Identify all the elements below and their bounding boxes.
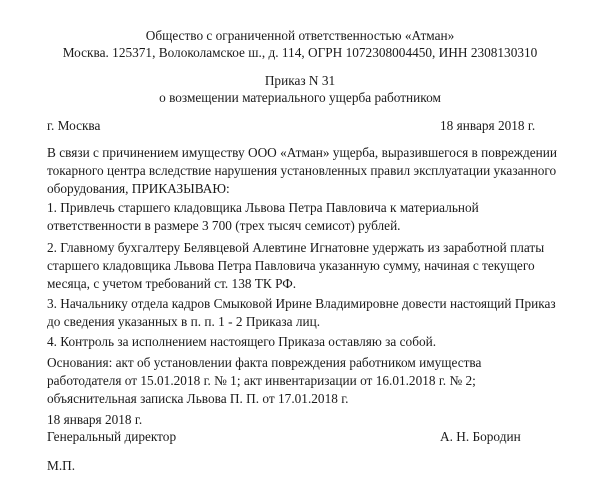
preamble-line: В связи с причинением имуществу ООО «Атман» ущерба, выразившегося в повреждении <box>47 145 557 160</box>
order-subject: о возмещении материального ущерба работником <box>159 90 441 105</box>
item-line: до сведения указанных в п. п. 1 - 2 Приказа лиц. <box>47 314 321 329</box>
order-number: Приказ N 31 <box>264 73 336 88</box>
signatory-name: А. Н. Бородин <box>440 429 521 444</box>
preamble-line: оборудования, ПРИКАЗЫВАЮ: <box>47 181 230 196</box>
order-date: 18 января 2018 г. <box>440 118 536 133</box>
signature-date: 18 января 2018 г. <box>47 412 143 427</box>
item-line: ответственности в размере 3 700 (трех тысяч семисот) рублей. <box>47 218 401 233</box>
item-line: месяца, с учетом требований ст. 138 ТК РФ. <box>47 276 297 291</box>
order-item-3 <box>47 295 577 331</box>
city: г. Москва <box>47 118 101 133</box>
order-item-1 <box>47 199 577 235</box>
basis-line: работодателя от 15.01.2018 г. № 1; акт инвентаризации от 16.01.2018 г. № 2; <box>47 373 476 388</box>
order-item-2 <box>47 239 577 293</box>
basis-line: объяснительная записка Львова П. П. от 17.01.2018 г. <box>47 391 349 406</box>
preamble-line: токарного центра вследствие нарушения установленных правил эксплуатации указанного <box>47 163 557 178</box>
signatory-position: Генеральный директор <box>47 429 177 444</box>
org-details: Москва. 125371, Волоколамское ш., д. 114, ОГРН 1072308004450, ИНН 2308130310 <box>62 45 538 60</box>
order-item-4 <box>47 333 577 351</box>
item-line: 1. Привлечь старшего кладовщика Львова Петра Павловича к материальной <box>47 200 479 215</box>
item-line: 4. Контроль за исполнением настоящего Приказа оставляю за собой. <box>47 334 437 349</box>
item-line: 3. Начальнику отдела кадров Смыковой Ирине Владимировне довести настоящий Приказ <box>47 296 556 311</box>
item-line: 2. Главному бухгалтеру Белявцевой Алевтине Игнатовне удержать из заработной платы <box>47 240 545 255</box>
basis-line: Основания: акт об установлении факта повреждения работником имущества <box>47 355 482 370</box>
item-line: старшего кладовщика Львова Петра Павловича указанную сумму, начиная с текущего <box>47 258 535 273</box>
stamp-place: М.П. <box>47 458 76 473</box>
basis <box>47 354 577 408</box>
preamble <box>47 144 577 198</box>
org-name: Общество с ограниченной ответственностью «Атман» <box>145 28 455 43</box>
